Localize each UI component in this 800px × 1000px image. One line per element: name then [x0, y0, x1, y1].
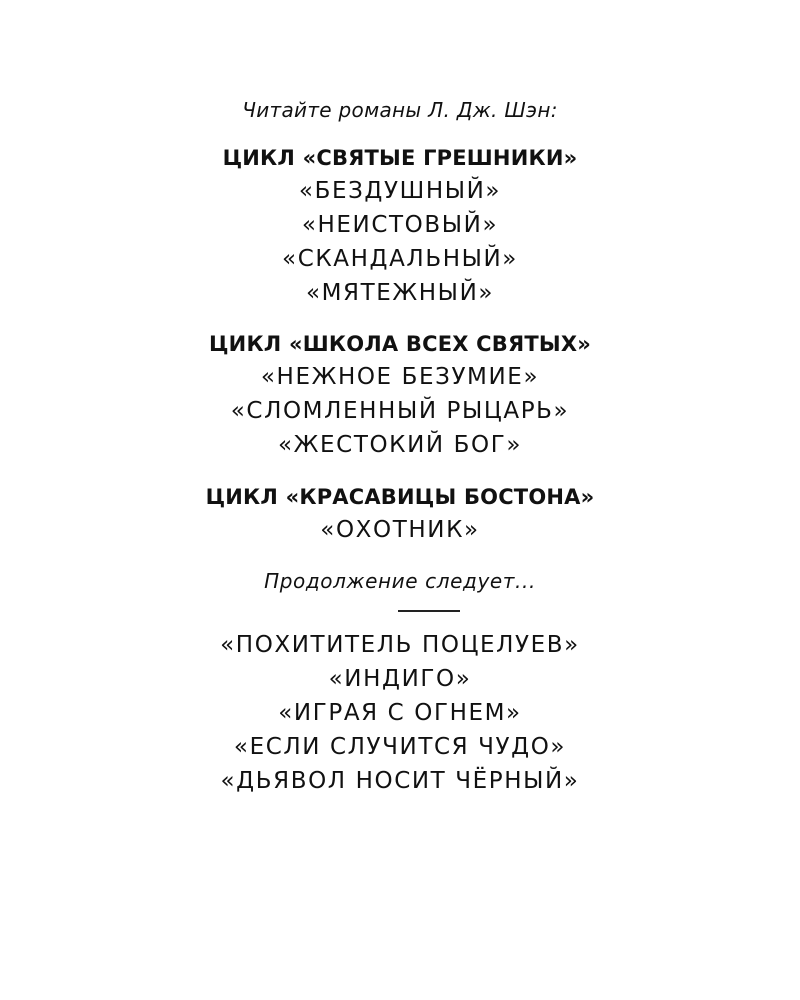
- series-title: ЦИКЛ «КРАСАВИЦЫ БОСТОНА»: [205, 485, 595, 509]
- series-title: ЦИКЛ «СВЯТЫЕ ГРЕШНИКИ»: [222, 146, 578, 170]
- series-boston-belles: [0, 481, 800, 547]
- standalone-books: [0, 628, 800, 798]
- continuation-note: Продолжение следует...: [264, 569, 536, 593]
- book-title: «СКАНДАЛЬНЫЙ»: [282, 246, 518, 272]
- book-title: «ДЬЯВОЛ НОСИТ ЧЁРНЫЙ»: [220, 768, 580, 794]
- book-title: «ОХОТНИК»: [320, 517, 480, 543]
- book-title: «СЛОМЛЕННЫЙ РЫЦАРЬ»: [230, 398, 570, 424]
- divider: [398, 610, 460, 612]
- book-title: «ИНДИГО»: [328, 666, 472, 692]
- book-title: «НЕИСТОВЫЙ»: [301, 212, 499, 238]
- book-title: «ЖЕСТОКИЙ БОГ»: [277, 432, 523, 458]
- intro-line: Читайте романы Л. Дж. Шэн:: [242, 98, 558, 122]
- series-saints-sinners: [0, 142, 800, 310]
- book-title: «НЕЖНОЕ БЕЗУМИЕ»: [260, 364, 540, 390]
- series-all-saints-school: [0, 328, 800, 462]
- book-title: «БЕЗДУШНЫЙ»: [298, 178, 502, 204]
- book-title: «МЯТЕЖНЫЙ»: [305, 280, 495, 306]
- book-title: «ПОХИТИТЕЛЬ ПОЦЕЛУЕВ»: [220, 632, 580, 658]
- book-title: «ЕСЛИ СЛУЧИТСЯ ЧУДО»: [233, 734, 567, 760]
- book-title: «ИГРАЯ С ОГНЕМ»: [278, 700, 522, 726]
- series-title: ЦИКЛ «ШКОЛА ВСЕХ СВЯТЫХ»: [208, 332, 591, 356]
